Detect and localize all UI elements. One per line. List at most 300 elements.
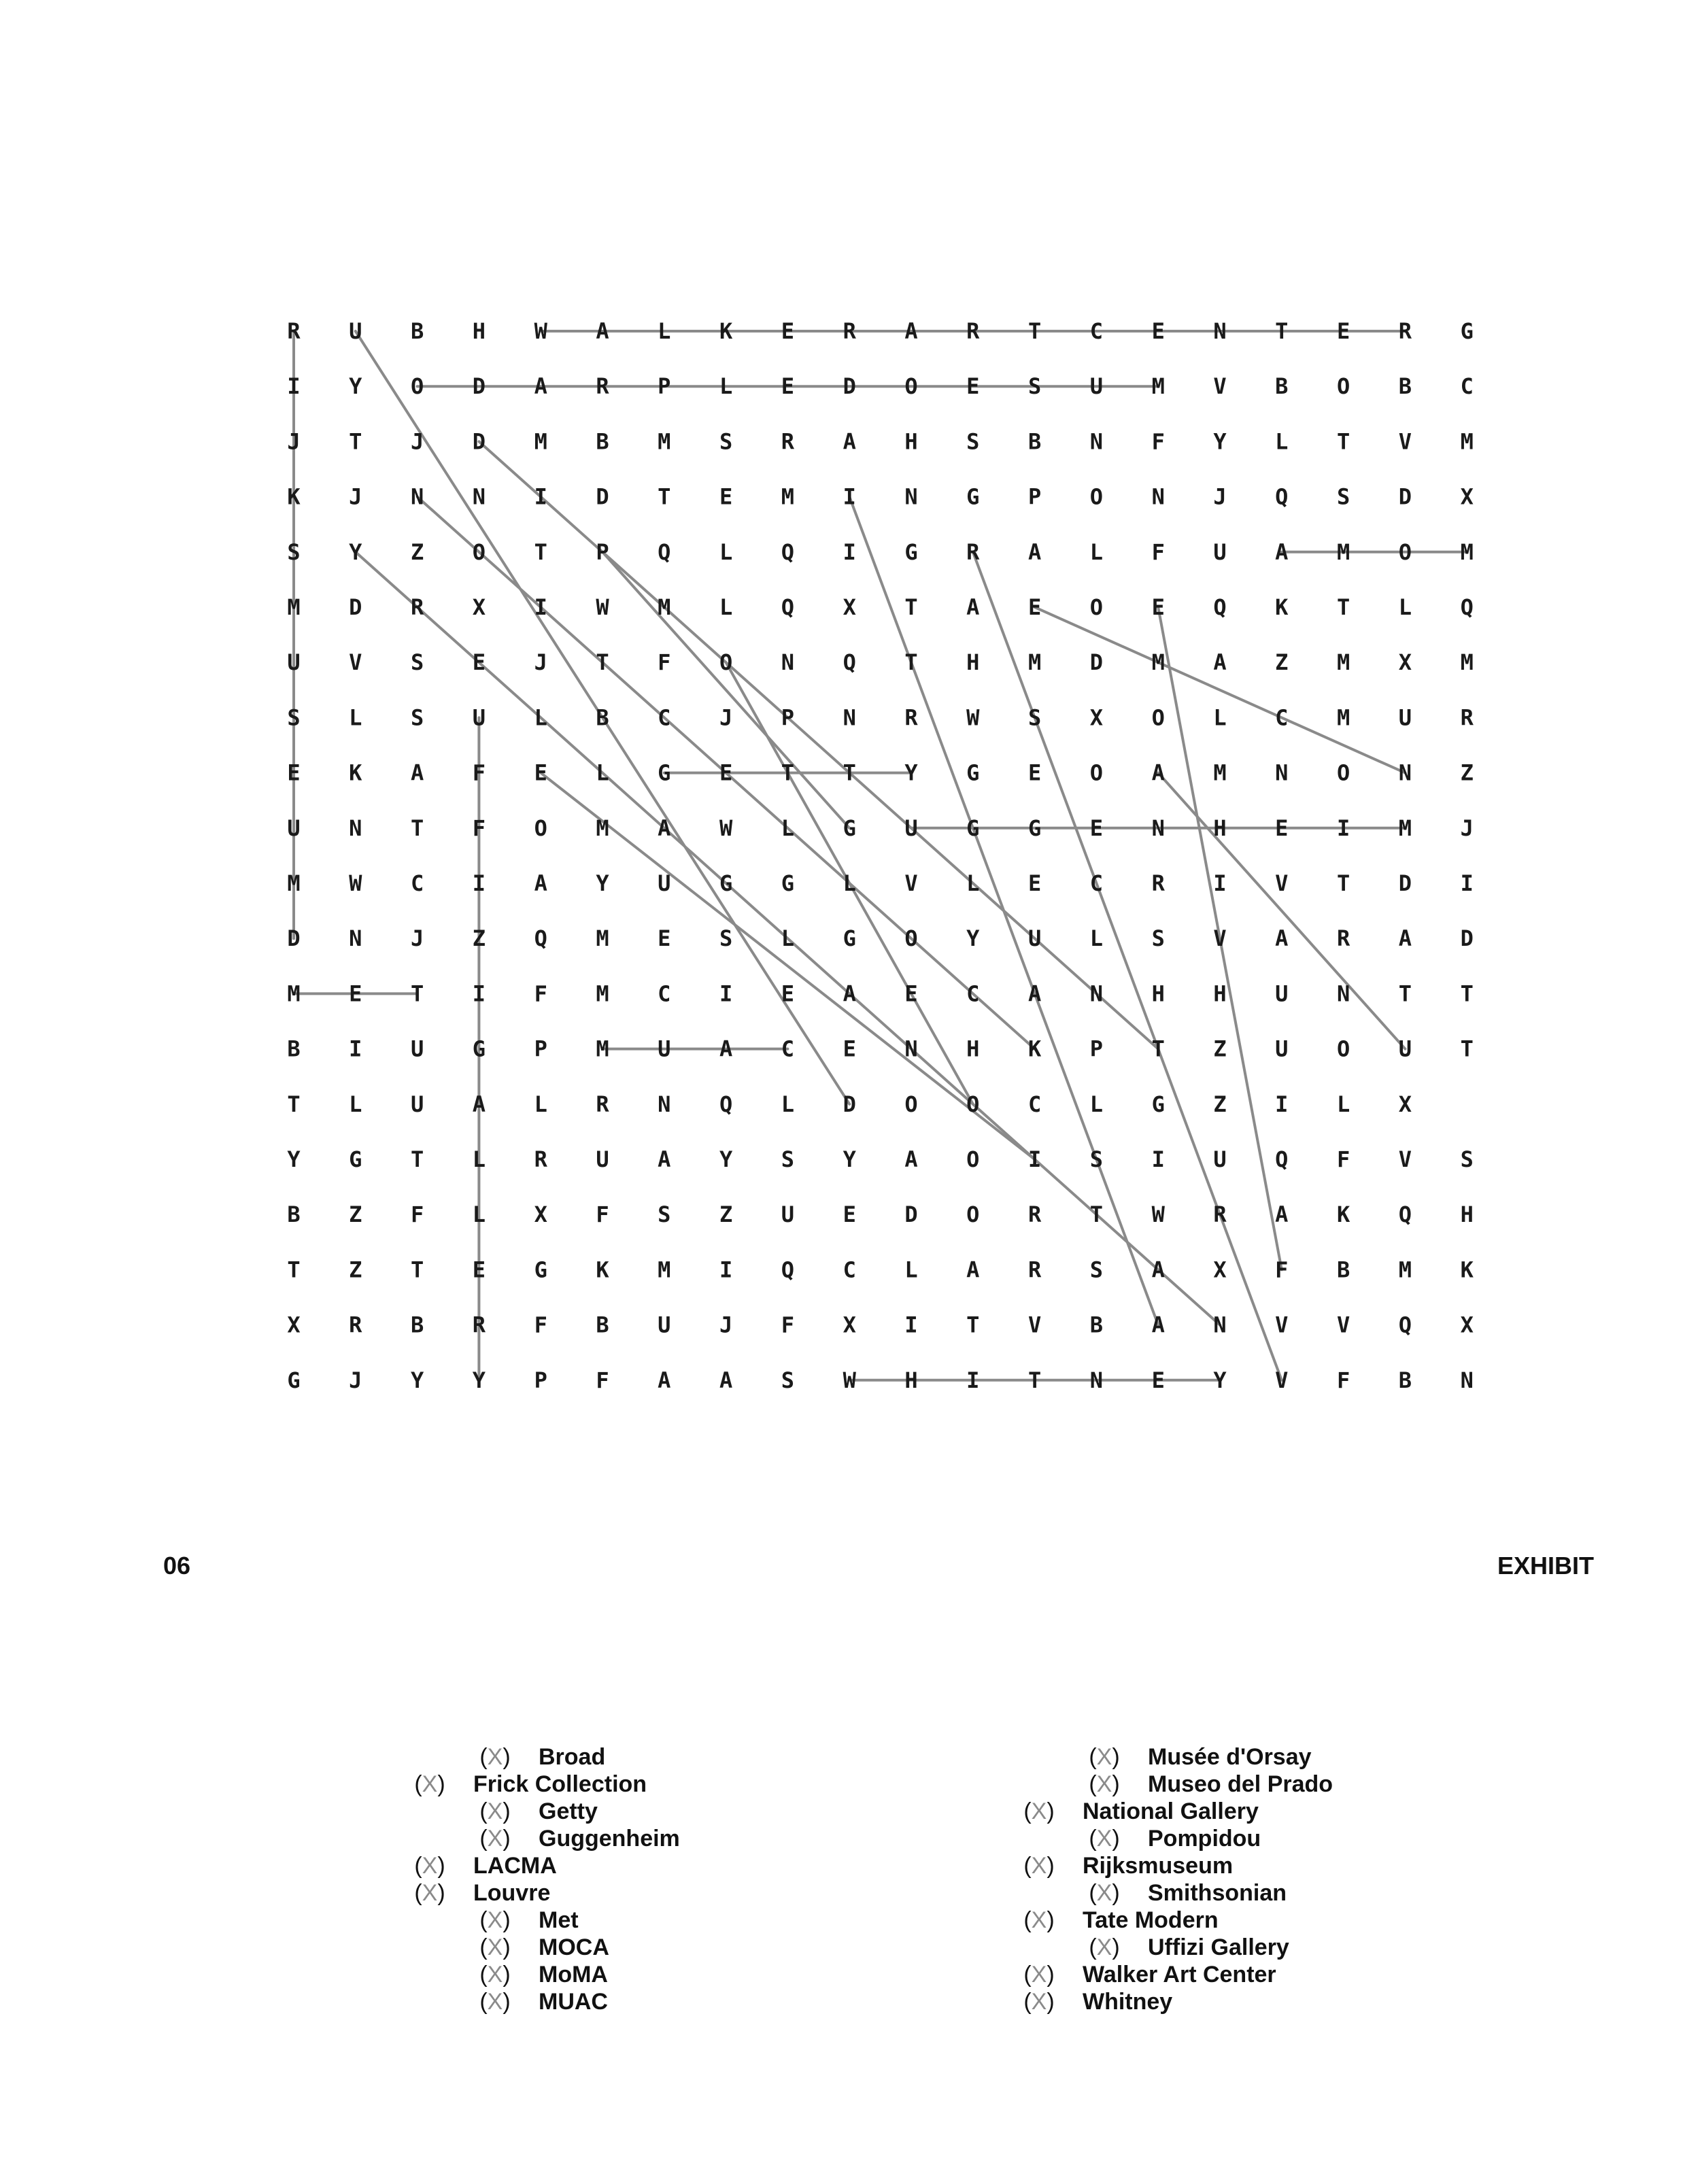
grid-letter: V	[1398, 428, 1412, 455]
check-x-mark: X	[487, 1989, 503, 2015]
grid-letter: Y	[1213, 1367, 1227, 1393]
grid-letter: G	[472, 1036, 486, 1062]
grid-letter: P	[534, 1036, 547, 1062]
grid-letter: Z	[349, 1201, 362, 1228]
grid-letter: Q	[1398, 1312, 1412, 1338]
grid-letter: S	[966, 428, 980, 455]
check-x-mark: X	[422, 1880, 438, 1906]
check-x-mark: X	[1031, 1989, 1047, 2015]
grid-letter: M	[596, 1036, 609, 1062]
grid-letter: E	[1151, 318, 1165, 344]
word-label: Rijksmuseum	[1083, 1853, 1234, 1879]
grid-letter: E	[1151, 594, 1165, 620]
grid-letter: F	[596, 1201, 609, 1228]
grid-letter: M	[1336, 649, 1350, 676]
checkbox-mark: (X)	[479, 1962, 511, 1987]
grid-letter: Y	[410, 1367, 424, 1393]
grid-letter: B	[1398, 373, 1412, 400]
grid-letter: B	[1398, 1367, 1412, 1393]
grid-letter: O	[534, 815, 547, 841]
grid-letter: G	[287, 1367, 301, 1393]
check-x-mark: X	[1031, 1853, 1047, 1879]
grid-letter: S	[287, 539, 301, 565]
grid-letter: E	[1151, 1367, 1165, 1393]
grid-letter: E	[1275, 815, 1289, 841]
letter-grid	[287, 318, 1474, 1393]
grid-letter: S	[1151, 925, 1165, 952]
grid-letter: R	[410, 594, 424, 620]
grid-letter: I	[1027, 1146, 1042, 1172]
checkbox-mark: (X)	[1089, 1880, 1120, 1906]
grid-letter: A	[966, 594, 980, 620]
grid-letter: I	[1336, 815, 1350, 841]
grid-letter: E	[781, 373, 795, 400]
grid-letter: U	[904, 815, 918, 841]
grid-letter: R	[1460, 704, 1474, 731]
grid-letter: Q	[1275, 483, 1289, 510]
grid-letter: I	[472, 980, 486, 1007]
grid-letter: L	[1089, 925, 1104, 952]
grid-letter: P	[1027, 483, 1042, 510]
grid-letter: O	[904, 925, 918, 952]
grid-letter: Y	[904, 760, 918, 786]
grid-letter: T	[781, 760, 795, 786]
grid-letter: I	[1460, 870, 1474, 896]
grid-letter: V	[1027, 1312, 1042, 1338]
grid-letter: G	[1027, 815, 1042, 841]
check-x-mark: X	[1096, 1880, 1112, 1906]
grid-letter: L	[534, 704, 547, 731]
grid-letter: Y	[596, 870, 609, 896]
grid-letter: W	[1151, 1201, 1165, 1228]
grid-letter: U	[1213, 539, 1227, 565]
grid-letter: F	[534, 1312, 547, 1338]
grid-letter: T	[904, 594, 918, 620]
check-x-mark: X	[1096, 1744, 1112, 1770]
grid-letter: R	[349, 1312, 362, 1338]
grid-letter: Z	[349, 1257, 362, 1283]
grid-letter: T	[534, 539, 547, 565]
grid-letter: U	[658, 1312, 671, 1338]
grid-letter: U	[1398, 704, 1412, 731]
grid-letter: D	[843, 1091, 856, 1117]
grid-letter: G	[719, 870, 733, 896]
grid-letter: O	[1151, 704, 1165, 731]
grid-letter: L	[1398, 594, 1412, 620]
word-label: Louvre	[473, 1880, 551, 1906]
grid-letter: X	[287, 1312, 301, 1338]
grid-letter: O	[1336, 1036, 1350, 1062]
grid-letter: O	[966, 1201, 980, 1228]
grid-letter: E	[658, 925, 671, 952]
grid-letter: I	[534, 594, 547, 620]
grid-letter: L	[1213, 704, 1227, 731]
checkbox-mark: (X)	[1089, 1771, 1120, 1797]
grid-letter: U	[658, 1036, 671, 1062]
check-x-mark: X	[487, 1826, 503, 1852]
grid-letter: M	[1151, 373, 1165, 400]
grid-letter: B	[596, 704, 609, 731]
grid-letter: H	[904, 428, 918, 455]
grid-letter: R	[534, 1146, 547, 1172]
grid-letter: M	[658, 428, 671, 455]
grid-letter: B	[1027, 428, 1042, 455]
checkbox-mark: (X)	[1023, 1853, 1055, 1879]
grid-letter: G	[966, 760, 980, 786]
grid-letter: T	[410, 1257, 424, 1283]
grid-letter: A	[1275, 1201, 1289, 1228]
grid-letter: Z	[1213, 1036, 1227, 1062]
grid-letter: R	[1213, 1201, 1227, 1228]
grid-letter: J	[1213, 483, 1227, 510]
grid-letter: G	[534, 1257, 547, 1283]
grid-letter: N	[1089, 428, 1104, 455]
grid-letter: F	[596, 1367, 609, 1393]
grid-letter: T	[596, 649, 609, 676]
grid-letter: Y	[349, 373, 362, 400]
word-label: Museo del Prado	[1148, 1771, 1333, 1797]
word-label: Guggenheim	[539, 1826, 680, 1852]
grid-letter: T	[287, 1091, 301, 1117]
grid-letter: D	[349, 594, 362, 620]
grid-letter: S	[1027, 373, 1042, 400]
grid-letter: V	[1275, 870, 1289, 896]
word-label: Broad	[539, 1744, 606, 1770]
grid-letter: M	[596, 925, 609, 952]
grid-letter: T	[1398, 980, 1412, 1007]
grid-letter: E	[1027, 870, 1042, 896]
grid-letter: P	[534, 1367, 547, 1393]
grid-letter: C	[781, 1036, 795, 1062]
grid-letter: U	[781, 1201, 795, 1228]
grid-letter: L	[1275, 428, 1289, 455]
grid-letter: T	[287, 1257, 301, 1283]
grid-letter: M	[1336, 704, 1350, 731]
grid-letter: Z	[472, 925, 486, 952]
grid-letter: C	[1089, 318, 1104, 344]
grid-letter: V	[904, 870, 918, 896]
grid-letter: U	[287, 815, 301, 841]
grid-letter: I	[719, 980, 733, 1007]
grid-letter: I	[1275, 1091, 1289, 1117]
grid-letter: V	[349, 649, 362, 676]
grid-letter: M	[1336, 539, 1350, 565]
grid-letter: T	[1336, 428, 1350, 455]
grid-letter: G	[1151, 1091, 1165, 1117]
grid-letter: O	[966, 1091, 980, 1117]
grid-letter: A	[1275, 539, 1289, 565]
grid-letter: M	[287, 870, 301, 896]
grid-letter: I	[966, 1367, 980, 1393]
grid-letter: X	[1398, 1091, 1412, 1117]
grid-letter: T	[1275, 318, 1289, 344]
grid-letter: O	[1089, 594, 1104, 620]
grid-letter: E	[1336, 318, 1350, 344]
grid-letter: C	[1275, 704, 1289, 731]
word-label: Smithsonian	[1148, 1880, 1287, 1906]
grid-letter: W	[966, 704, 980, 731]
grid-letter: B	[596, 428, 609, 455]
grid-letter: L	[1089, 539, 1104, 565]
grid-letter: M	[781, 483, 795, 510]
grid-letter: A	[719, 1367, 733, 1393]
grid-letter: I	[472, 870, 486, 896]
grid-letter: T	[1089, 1201, 1104, 1228]
grid-letter: K	[1460, 1257, 1474, 1283]
grid-letter: T	[1460, 980, 1474, 1007]
grid-letter: P	[1089, 1036, 1104, 1062]
found-word-stroke	[1035, 607, 1406, 773]
grid-letter: R	[1027, 1257, 1042, 1283]
grid-letter: U	[1027, 925, 1042, 952]
grid-letter: W	[596, 594, 609, 620]
word-label: Pompidou	[1148, 1826, 1261, 1852]
grid-letter: Y	[719, 1146, 733, 1172]
grid-letter: I	[843, 539, 856, 565]
word-label: Musée d'Orsay	[1148, 1744, 1312, 1770]
grid-letter: O	[1398, 539, 1412, 565]
checkbox-mark: (X)	[1023, 1907, 1055, 1933]
grid-letter: U	[1275, 980, 1289, 1007]
grid-letter: E	[843, 1036, 856, 1062]
check-x-mark: X	[422, 1853, 438, 1879]
grid-letter: S	[781, 1367, 795, 1393]
grid-letter: Q	[658, 539, 671, 565]
grid-letter: B	[287, 1036, 301, 1062]
grid-letter: N	[1213, 1312, 1227, 1338]
grid-letter: I	[349, 1036, 362, 1062]
grid-letter: A	[658, 1146, 671, 1172]
grid-letter: Q	[534, 925, 547, 952]
grid-letter: V	[1275, 1367, 1289, 1393]
grid-letter: N	[1398, 760, 1412, 786]
grid-letter: N	[1151, 483, 1165, 510]
grid-letter: E	[1027, 594, 1042, 620]
grid-letter: L	[658, 318, 671, 344]
grid-letter: Q	[1460, 594, 1474, 620]
grid-letter: H	[1460, 1201, 1474, 1228]
checkbox-mark: (X)	[1089, 1826, 1120, 1852]
grid-letter: L	[472, 1146, 486, 1172]
grid-letter: T	[658, 483, 671, 510]
grid-letter: C	[658, 704, 671, 731]
grid-letter: N	[781, 649, 795, 676]
grid-letter: M	[1398, 1257, 1412, 1283]
grid-letter: F	[472, 760, 486, 786]
grid-letter: A	[472, 1091, 486, 1117]
grid-letter: C	[1089, 870, 1104, 896]
grid-letter: O	[904, 373, 918, 400]
grid-letter: H	[1151, 980, 1165, 1007]
grid-letter: U	[349, 318, 362, 344]
grid-letter: J	[410, 428, 424, 455]
grid-letter: M	[1460, 539, 1474, 565]
grid-letter: A	[1027, 539, 1042, 565]
grid-letter: T	[843, 760, 856, 786]
grid-letter: E	[904, 980, 918, 1007]
checkbox-mark: (X)	[479, 1989, 511, 2015]
grid-letter: B	[596, 1312, 609, 1338]
grid-letter: E	[349, 980, 362, 1007]
grid-letter: N	[1213, 318, 1227, 344]
grid-letter: N	[349, 925, 362, 952]
grid-letter: Q	[781, 539, 795, 565]
grid-letter: D	[843, 373, 856, 400]
grid-letter: O	[410, 373, 424, 400]
grid-letter: F	[534, 980, 547, 1007]
grid-letter: H	[966, 649, 980, 676]
grid-letter: G	[781, 870, 795, 896]
found-word-stroke	[602, 552, 849, 828]
grid-letter: U	[287, 649, 301, 676]
grid-letter: L	[781, 815, 795, 841]
grid-letter: K	[1275, 594, 1289, 620]
grid-letter: R	[1027, 1201, 1042, 1228]
grid-letter: L	[843, 870, 856, 896]
grid-letter: L	[719, 539, 733, 565]
grid-letter: N	[1275, 760, 1289, 786]
grid-letter: M	[658, 1257, 671, 1283]
grid-letter: F	[472, 815, 486, 841]
check-x-mark: X	[422, 1771, 438, 1797]
grid-letter: X	[1089, 704, 1104, 731]
grid-letter: P	[781, 704, 795, 731]
grid-letter: O	[472, 539, 486, 565]
grid-letter: N	[1089, 980, 1104, 1007]
grid-letter: R	[966, 539, 980, 565]
grid-letter: K	[1336, 1201, 1350, 1228]
grid-letter: R	[1336, 925, 1350, 952]
grid-letter: Q	[1275, 1146, 1289, 1172]
grid-letter: T	[1336, 870, 1350, 896]
grid-letter: U	[472, 704, 486, 731]
grid-letter: L	[349, 1091, 362, 1117]
grid-letter: X	[843, 594, 856, 620]
grid-letter: D	[1460, 925, 1474, 952]
grid-letter: M	[596, 980, 609, 1007]
grid-letter: S	[1336, 483, 1350, 510]
word-label: MUAC	[539, 1989, 608, 2015]
grid-letter: I	[719, 1257, 733, 1283]
grid-letter: A	[1398, 925, 1412, 952]
grid-letter: X	[1213, 1257, 1227, 1283]
checkbox-mark: (X)	[414, 1880, 445, 1906]
grid-letter: V	[1275, 1312, 1289, 1338]
grid-letter: Y	[287, 1146, 301, 1172]
grid-letter: S	[1089, 1257, 1104, 1283]
found-word-stroke	[973, 552, 1282, 1380]
grid-letter: A	[719, 1036, 733, 1062]
word-label: Whitney	[1083, 1989, 1173, 2015]
grid-letter: A	[1151, 760, 1165, 786]
grid-letter: S	[781, 1146, 795, 1172]
grid-letter: B	[410, 318, 424, 344]
grid-letter: L	[719, 594, 733, 620]
grid-letter: Q	[843, 649, 856, 676]
grid-letter: L	[1336, 1091, 1350, 1117]
grid-letter: X	[1398, 649, 1412, 676]
check-x-mark: X	[1031, 1907, 1047, 1933]
grid-letter: P	[596, 539, 609, 565]
grid-letter: H	[966, 1036, 980, 1062]
grid-letter: A	[410, 760, 424, 786]
grid-letter: T	[1027, 1367, 1042, 1393]
grid-letter: U	[1089, 373, 1104, 400]
grid-letter: R	[472, 1312, 486, 1338]
grid-letter: J	[1460, 815, 1474, 841]
grid-letter: A	[904, 1146, 918, 1172]
grid-letter: O	[1336, 760, 1350, 786]
grid-letter: H	[472, 318, 486, 344]
grid-letter: L	[349, 704, 362, 731]
word-label: Walker Art Center	[1083, 1962, 1276, 1987]
grid-letter: S	[719, 925, 733, 952]
grid-letter: A	[843, 980, 856, 1007]
grid-letter: F	[658, 649, 671, 676]
grid-letter: X	[843, 1312, 856, 1338]
grid-letter: U	[1398, 1036, 1412, 1062]
grid-letter: E	[966, 373, 980, 400]
grid-letter: D	[472, 373, 486, 400]
grid-letter: U	[658, 870, 671, 896]
grid-letter: M	[1213, 760, 1227, 786]
checkbox-mark: (X)	[1089, 1934, 1120, 1960]
grid-letter: N	[1460, 1367, 1474, 1393]
grid-letter: N	[1151, 815, 1165, 841]
word-label: LACMA	[473, 1853, 557, 1879]
grid-letter: A	[658, 815, 671, 841]
check-x-mark: X	[1096, 1771, 1112, 1797]
checkbox-mark: (X)	[479, 1744, 511, 1770]
grid-letter: J	[349, 1367, 362, 1393]
grid-letter: U	[1275, 1036, 1289, 1062]
grid-letter: C	[843, 1257, 856, 1283]
grid-letter: N	[1336, 980, 1350, 1007]
grid-letter: T	[1460, 1036, 1474, 1062]
grid-letter: R	[1398, 318, 1412, 344]
grid-letter: C	[1460, 373, 1474, 400]
grid-letter: R	[596, 1091, 609, 1117]
grid-letter: L	[534, 1091, 547, 1117]
grid-letter: A	[1213, 649, 1227, 676]
grid-letter: K	[1027, 1036, 1042, 1062]
grid-letter: F	[1151, 428, 1165, 455]
checkbox-mark: (X)	[414, 1853, 445, 1879]
grid-letter: S	[410, 704, 424, 731]
grid-letter: L	[719, 373, 733, 400]
grid-letter: F	[1336, 1367, 1350, 1393]
grid-letter: S	[719, 428, 733, 455]
grid-letter: O	[1089, 760, 1104, 786]
grid-letter: L	[1089, 1091, 1104, 1117]
grid-letter: H	[1213, 980, 1227, 1007]
grid-letter: R	[596, 373, 609, 400]
grid-letter: C	[658, 980, 671, 1007]
grid-letter: J	[719, 1312, 733, 1338]
checkbox-mark: (X)	[414, 1771, 445, 1797]
grid-letter: T	[410, 815, 424, 841]
grid-letter: D	[472, 428, 486, 455]
grid-letter: S	[1089, 1146, 1104, 1172]
word-label: Frick Collection	[473, 1771, 647, 1797]
checkbox-mark: (X)	[479, 1934, 511, 1960]
grid-letter: I	[534, 483, 547, 510]
found-word-marks	[294, 331, 1467, 1380]
grid-letter: C	[1027, 1091, 1042, 1117]
grid-letter: E	[781, 980, 795, 1007]
check-x-mark: X	[1031, 1962, 1047, 1987]
grid-letter: K	[596, 1257, 609, 1283]
